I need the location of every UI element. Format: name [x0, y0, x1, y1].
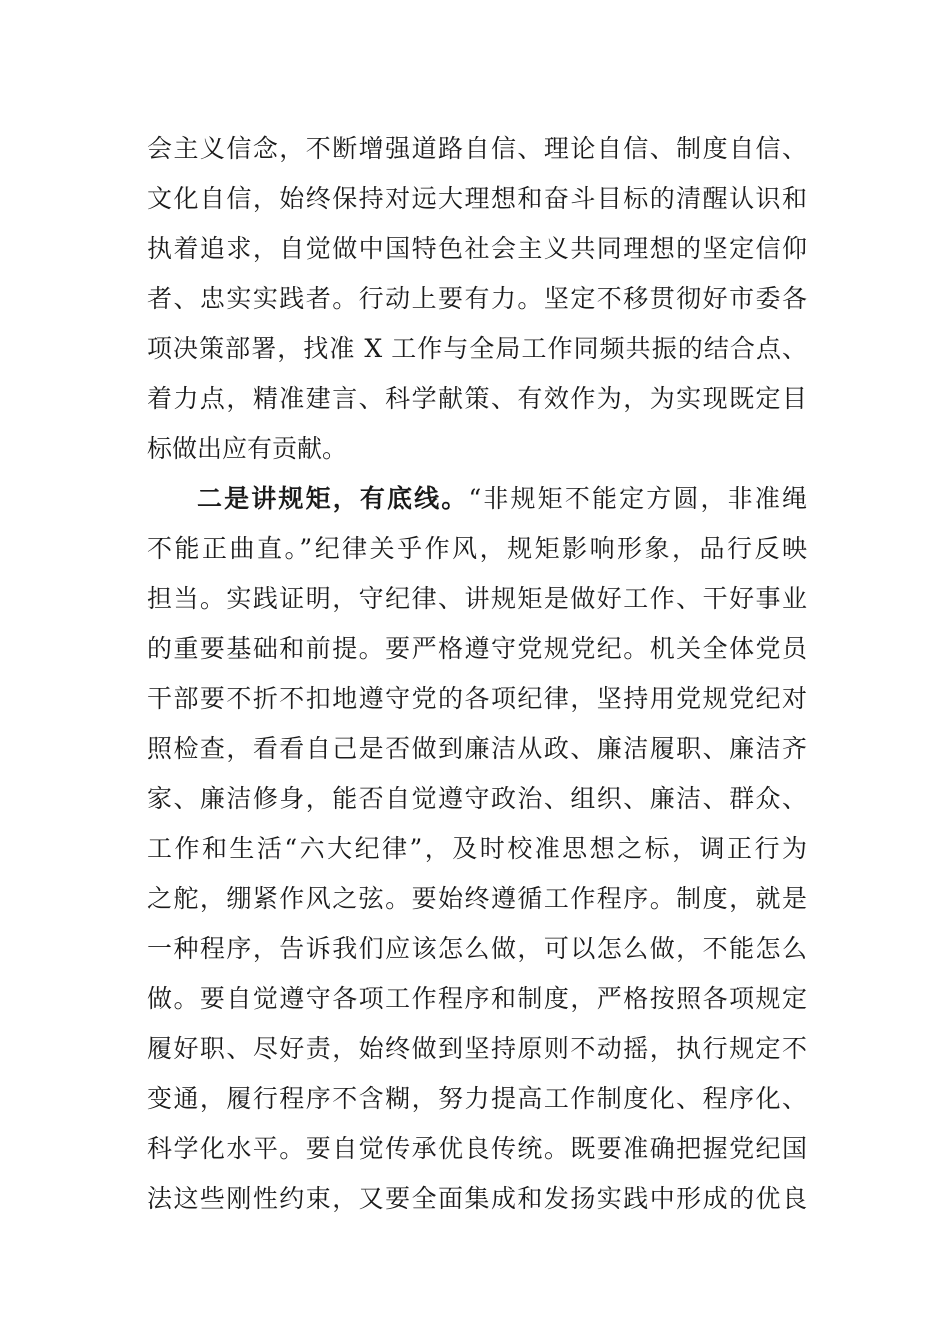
text-line: 标做出应有贡献。 [147, 434, 348, 463]
quote-start: “非规矩不能定方圆，非准绳 [468, 484, 807, 513]
text-line: 变通，履行程序不含糊，努力提高工作制度化、程序化、 [147, 1084, 807, 1113]
text-line: 工作和生活“六大纪律”，及时校准思想之标，调正行为 [147, 834, 807, 863]
text-line: 会主义信念，不断增强道路自信、理论自信、制度自信、 [147, 134, 807, 163]
text-line: 着力点，精准建言、科学献策、有效作为，为实现既定目 [147, 384, 807, 413]
paragraph-continuation [147, 124, 807, 474]
text-line: 之舵，绷紧作风之弦。要始终遵循工作程序。制度，就是 [147, 884, 807, 913]
text-line: 的重要基础和前提。要严格遵守党规党纪。机关全体党员 [147, 634, 807, 663]
text-line: 者、忠实实践者。行动上要有力。坚定不移贯彻好市委各 [147, 284, 807, 313]
text-line: 法这些刚性约束，又要全面集成和发扬实践中形成的优良 [147, 1184, 807, 1213]
text-line: 担当。实践证明，守纪律、讲规矩是做好工作、干好事业 [147, 584, 807, 613]
paragraph-rules [147, 474, 807, 1224]
text-line: 一种程序，告诉我们应该怎么做，可以怎么做，不能怎么 [147, 934, 807, 963]
text-line: 科学化水平。要自觉传承优良传统。既要准确把握党纪国 [147, 1134, 807, 1163]
text-line: 家、廉洁修身，能否自觉遵守政治、组织、廉洁、群众、 [147, 784, 807, 813]
text-line: 项决策部署，找准 X 工作与全局工作同频共振的结合点、 [147, 334, 807, 363]
section-heading: 二是讲规矩，有底线。 [197, 484, 469, 513]
text-line: 履好职、尽好责，始终做到坚持原则不动摇，执行规定不 [147, 1034, 807, 1063]
text-line: 做。要自觉遵守各项工作程序和制度，严格按照各项规定 [147, 984, 807, 1013]
text-line: 干部要不折不扣地遵守党的各项纪律，坚持用党规党纪对 [147, 684, 807, 713]
text-line: 文化自信，始终保持对远大理想和奋斗目标的清醒认识和 [147, 184, 807, 213]
text-line: 执着追求，自觉做中国特色社会主义共同理想的坚定信仰 [147, 234, 807, 263]
paragraph-first-line [147, 474, 807, 524]
text-line: 不能正曲直。”纪律关乎作风，规矩影响形象，品行反映 [147, 534, 807, 563]
text-line: 照检查，看看自己是否做到廉洁从政、廉洁履职、廉洁齐 [147, 734, 807, 763]
